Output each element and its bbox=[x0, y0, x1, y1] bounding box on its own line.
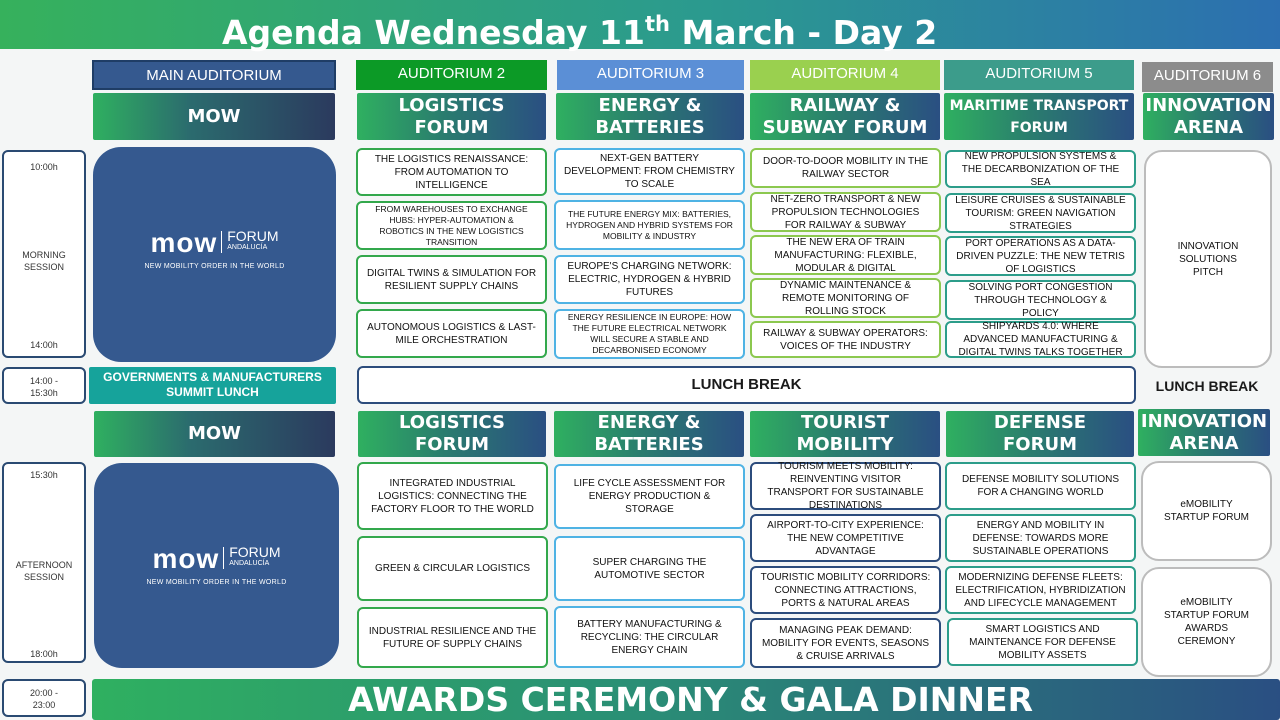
session-card: EUROPE'S CHARGING NETWORK: ELECTRIC, HYDROGEN & HYBRID FUTURES bbox=[554, 255, 745, 304]
morning-end-time: 14:00h bbox=[30, 340, 58, 350]
session-card: ENERGY RESILIENCE IN EUROPE: HOW THE FUTURE ELECTRICAL NETWORK WILL SECURE A STABLE AND DECARBONISED ECONOMY bbox=[554, 309, 745, 359]
session-card: NEXT-GEN BATTERY DEVELOPMENT: FROM CHEMISTRY TO SCALE bbox=[554, 148, 745, 195]
morning-start-time: 10:00h bbox=[30, 162, 58, 172]
morning-session-label: MORNING bbox=[22, 250, 66, 260]
lunch-break-bar: LUNCH BREAK bbox=[357, 366, 1136, 404]
session-card: FROM WAREHOUSES TO EXCHANGE HUBS: HYPER-AUTOMATION & ROBOTICS IN THE NEW LOGISTICS TRANSITION bbox=[356, 201, 547, 250]
session-card: NEW PROPULSION SYSTEMS & THE DECARBONIZATION OF THE SEA bbox=[945, 150, 1136, 188]
session-card: AIRPORT-TO-CITY EXPERIENCE: THE NEW COMPETITIVE ADVANTAGE bbox=[750, 514, 941, 562]
session-card: DOOR-TO-DOOR MOBILITY IN THE RAILWAY SECTOR bbox=[750, 148, 941, 188]
auditorium-4: AUDITORIUM 4 bbox=[750, 60, 940, 90]
session-card: SUPER CHARGING THE AUTOMOTIVE SECTOR bbox=[554, 536, 745, 601]
forum-header-energy-morning: ENERGY & BATTERIES bbox=[556, 93, 744, 140]
session-card: THE NEW ERA OF TRAIN MANUFACTURING: FLEXIBLE, MODULAR & DIGITAL bbox=[750, 235, 941, 275]
session-card: SMART LOGISTICS AND MAINTENANCE FOR DEFENSE MOBILITY ASSETS bbox=[947, 618, 1138, 666]
mow-logo: mow FORUM ANDALUCÍA NEW MOBILITY ORDER IN THE WORLD bbox=[146, 543, 287, 586]
auditorium-5: AUDITORIUM 5 bbox=[944, 60, 1134, 90]
afternoon-session-label: AFTERNOON bbox=[15, 560, 73, 570]
session-card: DYNAMIC MAINTENANCE & REMOTE MONITORING OF ROLLING STOCK bbox=[750, 278, 941, 318]
forum-header-logistics-afternoon: LOGISTICS FORUM bbox=[358, 411, 546, 457]
evening-time: 20:00 - 23:00 bbox=[29, 688, 59, 710]
afternoon-session-label-2: SESSION bbox=[23, 572, 64, 582]
midday-time-box bbox=[2, 367, 86, 404]
session-card: DEFENSE MOBILITY SOLUTIONS FOR A CHANGING WORLD bbox=[945, 462, 1136, 510]
lunch-break-innovation: LUNCH BREAK bbox=[1155, 378, 1259, 394]
forum-header-defense: DEFENSE FORUM bbox=[946, 411, 1134, 457]
session-card: INDUSTRIAL RESILIENCE AND THE FUTURE OF SUPPLY CHAINS bbox=[357, 607, 548, 668]
auditorium-2: AUDITORIUM 2 bbox=[356, 60, 547, 90]
session-card: THE LOGISTICS RENAISSANCE: FROM AUTOMATION TO INTELLIGENCE bbox=[356, 148, 547, 196]
midday-time: 14:00 - 15:30h bbox=[29, 376, 59, 398]
forum-header-energy-afternoon: ENERGY & BATTERIES bbox=[554, 411, 744, 457]
session-card: NET-ZERO TRANSPORT & NEW PROPULSION TECHNOLOGIES FOR RAILWAY & SUBWAY bbox=[750, 192, 941, 232]
session-card: ENERGY AND MOBILITY IN DEFENSE: TOWARDS MORE SUSTAINABLE OPERATIONS bbox=[945, 514, 1136, 562]
auditorium-main: MAIN AUDITORIUM bbox=[92, 60, 336, 90]
session-card: BATTERY MANUFACTURING & RECYCLING: THE CIRCULAR ENERGY CHAIN bbox=[554, 606, 745, 668]
session-card: LEISURE CRUISES & SUSTAINABLE TOURISM: GREEN NAVIGATION STRATEGIES bbox=[945, 193, 1136, 233]
auditorium-3: AUDITORIUM 3 bbox=[557, 60, 744, 90]
session-card: RAILWAY & SUBWAY OPERATORS: VOICES OF THE INDUSTRY bbox=[750, 321, 941, 358]
afternoon-start-time: 15:30h bbox=[30, 470, 58, 480]
evening-time-box bbox=[2, 679, 86, 717]
session-card-innovation-pitch: INNOVATION SOLUTIONS PITCH bbox=[1144, 150, 1272, 368]
session-card: LIFE CYCLE ASSESSMENT FOR ENERGY PRODUCTION & STORAGE bbox=[554, 464, 745, 529]
page-title: Agenda Wednesday 11th March - Day 2 bbox=[0, 0, 1280, 49]
session-card: SHIPYARDS 4.0: WHERE ADVANCED MANUFACTURING & DIGITAL TWINS TALKS TOGETHER bbox=[945, 321, 1136, 358]
session-card: AUTONOMOUS LOGISTICS & LAST-MILE ORCHESTRATION bbox=[356, 309, 547, 358]
mow-logo-box-afternoon bbox=[94, 463, 339, 668]
forum-header-mow-afternoon: MOW bbox=[94, 411, 335, 457]
forum-header-innovation-afternoon: INNOVATION ARENA bbox=[1138, 409, 1270, 456]
session-card: MODERNIZING DEFENSE FLEETS: ELECTRIFICATION, HYBRIDIZATION AND LIFECYCLE MANAGEMENT bbox=[945, 566, 1136, 614]
session-card: TOURISTIC MOBILITY CORRIDORS: CONNECTING ATTRACTIONS, PORTS & NATURAL AREAS bbox=[750, 566, 941, 614]
gala-dinner-banner: AWARDS CEREMONY & GALA DINNER bbox=[92, 679, 1280, 720]
afternoon-time-box bbox=[2, 462, 86, 663]
session-card: DIGITAL TWINS & SIMULATION FOR RESILIENT SUPPLY CHAINS bbox=[356, 255, 547, 304]
session-card: THE FUTURE ENERGY MIX: BATTERIES, HYDROGEN AND HYBRID SYSTEMS FOR MOBILITY & INDUSTRY bbox=[554, 200, 745, 250]
morning-session-label-2: SESSION bbox=[23, 262, 64, 272]
mow-logo-box-morning bbox=[93, 147, 336, 362]
mow-logo: mow FORUM ANDALUCÍA NEW MOBILITY ORDER IN THE WORLD bbox=[144, 227, 285, 270]
session-card: TOURISM MEETS MOBILITY: REINVENTING VISITOR TRANSPORT FOR SUSTAINABLE DESTINATIONS bbox=[750, 462, 941, 510]
forum-header-innovation-morning: INNOVATION ARENA bbox=[1143, 93, 1274, 140]
session-card-startup-forum: eMOBILITY STARTUP FORUM bbox=[1141, 461, 1272, 561]
session-card: PORT OPERATIONS AS A DATA-DRIVEN PUZZLE: THE NEW TETRIS OF LOGISTICS bbox=[945, 236, 1136, 276]
session-card: GREEN & CIRCULAR LOGISTICS bbox=[357, 536, 548, 601]
forum-header-mow-morning: MOW bbox=[93, 93, 335, 140]
governments-summit-lunch: GOVERNMENTS & MANUFACTURERS SUMMIT LUNCH bbox=[89, 367, 336, 404]
session-card: MANAGING PEAK DEMAND: MOBILITY FOR EVENTS, SEASONS & CRUISE ARRIVALS bbox=[750, 618, 941, 668]
session-card: SOLVING PORT CONGESTION THROUGH TECHNOLOGY & POLICY bbox=[945, 280, 1136, 320]
forum-header-railway: RAILWAY & SUBWAY FORUM bbox=[750, 93, 940, 140]
session-card-startup-awards: eMOBILITY STARTUP FORUM AWARDS CEREMONY bbox=[1141, 567, 1272, 677]
auditorium-6: AUDITORIUM 6 bbox=[1142, 62, 1273, 92]
forum-header-tourist: TOURIST MOBILITY bbox=[750, 411, 940, 457]
forum-header-logistics-morning: LOGISTICS FORUM bbox=[357, 93, 546, 140]
forum-header-maritime: MARITIME TRANSPORT FORUM bbox=[944, 93, 1134, 140]
session-card: INTEGRATED INDUSTRIAL LOGISTICS: CONNECTING THE FACTORY FLOOR TO THE WORLD bbox=[357, 462, 548, 530]
afternoon-end-time: 18:00h bbox=[30, 649, 58, 659]
morning-time-box bbox=[2, 150, 86, 358]
